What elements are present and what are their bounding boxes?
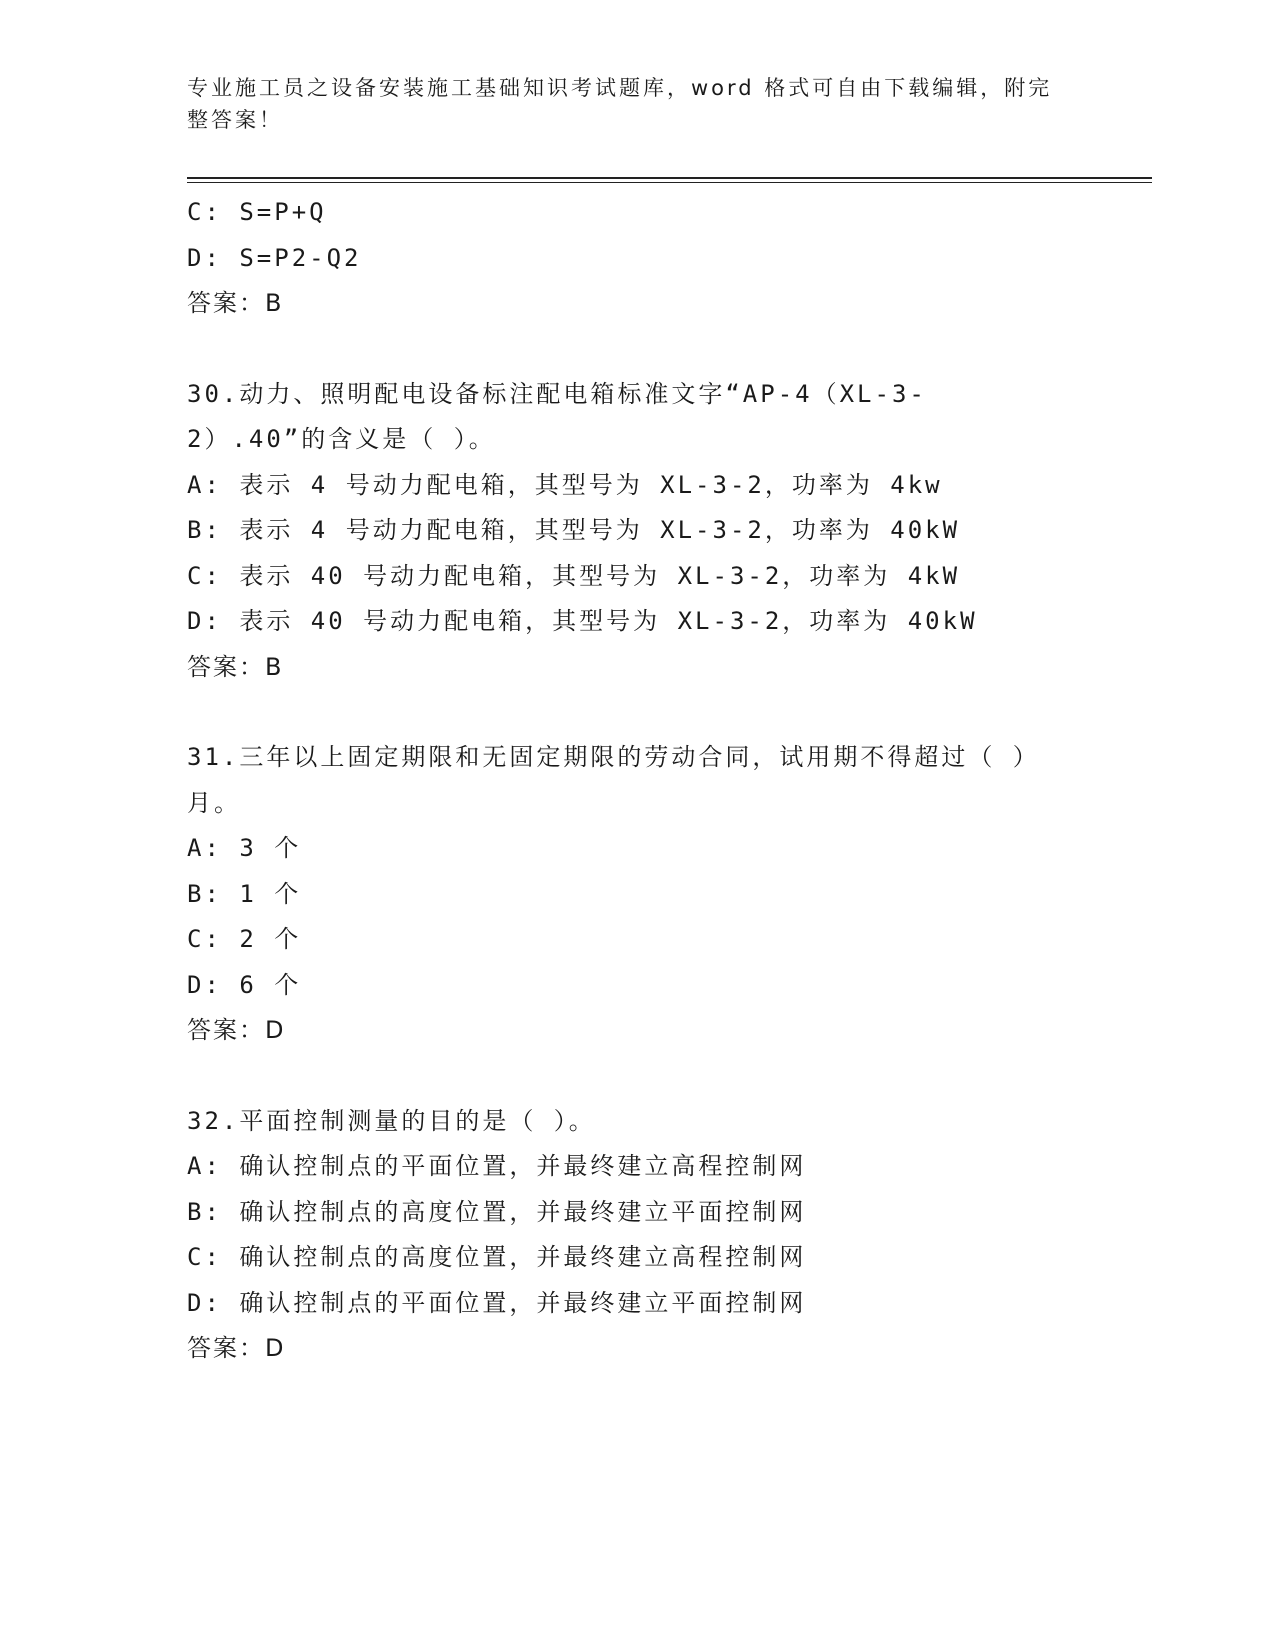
option-b: B: 确认控制点的高度位置，并最终建立平面控制网 — [187, 1197, 807, 1226]
option-a: A: 3 个 — [187, 834, 302, 862]
question-text: 31.三年以上固定期限和无固定期限的劳动合同，试用期不得超过（ ）月。 — [187, 743, 1040, 817]
option-b: B: 1 个 — [187, 879, 302, 908]
option-b: B: 表示 4 号动力配电箱，其型号为 XL-3-2，功率为 40kW — [187, 516, 961, 544]
answer-line: 答案：D — [187, 1334, 286, 1362]
option-c: C: 确认控制点的高度位置，并最终建立高程控制网 — [187, 1243, 807, 1271]
answer-line: 答案：B — [187, 652, 284, 681]
answer-line: 答案：D — [187, 1016, 286, 1044]
answer-line: 答案：B — [187, 289, 284, 317]
question-30 — [187, 372, 1087, 691]
header-divider-thin — [187, 182, 1152, 183]
spacer — [187, 1054, 1087, 1099]
option-d: D: 6 个 — [187, 970, 302, 999]
spacer — [187, 690, 1087, 735]
question-text: 30.动力、照明配电设备标注配电箱标准文字“AP-4（XL-3-2）.40”的含义是（ ）。 — [187, 379, 927, 453]
option-d: D: 确认控制点的平面位置，并最终建立平面控制网 — [187, 1288, 807, 1317]
option-a: A: 表示 4 号动力配电箱，其型号为 XL-3-2，功率为 4kw — [187, 470, 943, 499]
option-d: D: S=P2-Q2 — [187, 243, 362, 272]
header-divider-thick — [187, 177, 1152, 179]
option-c: C: S=P+Q — [187, 198, 327, 226]
option-c: C: 2 个 — [187, 925, 302, 953]
question-list — [187, 190, 1087, 1372]
option-a: A: 确认控制点的平面位置，并最终建立高程控制网 — [187, 1152, 807, 1180]
option-d: D: 表示 40 号动力配电箱，其型号为 XL-3-2，功率为 40kW — [187, 607, 978, 635]
question-text: 32.平面控制测量的目的是（ ）。 — [187, 1106, 596, 1135]
previous-question-tail — [187, 190, 1087, 327]
option-c: C: 表示 40 号动力配电箱，其型号为 XL-3-2，功率为 4kW — [187, 561, 961, 590]
spacer — [187, 327, 1087, 372]
document-header: 专业施工员之设备安装施工基础知识考试题库，word 格式可自由下载编辑，附完整答案！ — [187, 76, 1053, 132]
question-32 — [187, 1099, 1087, 1372]
question-31 — [187, 735, 1087, 1054]
